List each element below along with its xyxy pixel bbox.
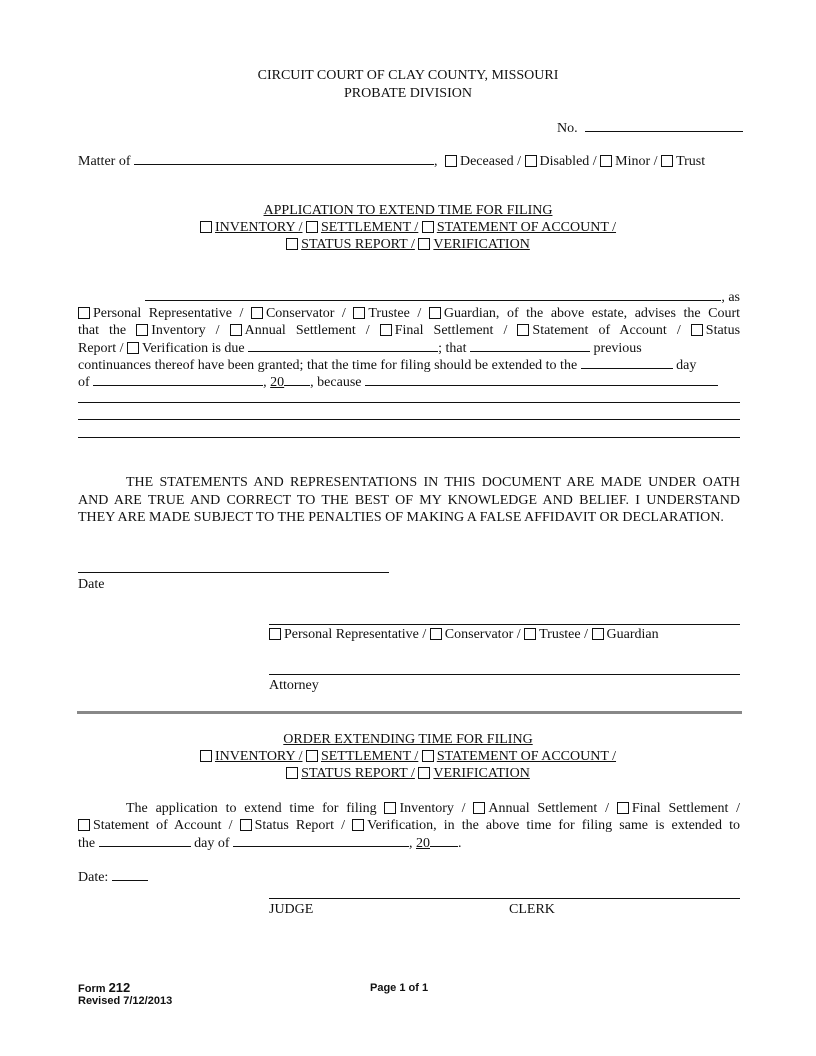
disabled-checkbox[interactable]: [525, 155, 537, 167]
order-settlement-checkbox[interactable]: [306, 750, 318, 762]
case-number-field[interactable]: [585, 119, 743, 132]
form-number: Form 212: [78, 980, 131, 995]
order-row-1: The application to extend time for filing Inventory / Annual Settlement / Final Settlement /: [126, 801, 741, 816]
order-statement-checkbox[interactable]: [422, 750, 434, 762]
reason-line-2[interactable]: [78, 419, 740, 420]
judge-signature-line[interactable]: [269, 898, 740, 899]
deceased-label: Deceased /: [459, 154, 522, 169]
item-inventory-checkbox[interactable]: [136, 324, 148, 336]
matter-name-field[interactable]: [134, 152, 434, 165]
due-row: Report / Verification is due ; that previous: [78, 341, 642, 356]
reason-line-3[interactable]: [78, 437, 740, 438]
page-number: Page 1 of 1: [370, 982, 429, 994]
division-title: PROBATE DIVISION: [344, 86, 472, 101]
order-year-field[interactable]: [430, 834, 458, 847]
signer-pr-checkbox[interactable]: [269, 628, 281, 640]
roles-row: Personal Representative / Conservator / Trustee / Guardian, of the above estate, advises the Court: [78, 305, 740, 322]
date-signature-line[interactable]: [78, 572, 389, 573]
signer-conservator-checkbox[interactable]: [430, 628, 442, 640]
app-inventory-checkbox[interactable]: [200, 221, 212, 233]
role-guardian-checkbox[interactable]: [429, 307, 441, 319]
section-divider: [77, 711, 742, 714]
item-statement-checkbox[interactable]: [517, 324, 529, 336]
matter-row: Matter of , Deceased / Disabled / Minor / Trust: [78, 154, 706, 169]
item-annual-checkbox[interactable]: [230, 324, 242, 336]
continuances-row: continuances thereof have been granted; that the time for filing should be extended to the day: [78, 358, 697, 373]
due-date-field[interactable]: [248, 339, 438, 352]
judge-label: JUDGE: [269, 902, 314, 917]
order-row-2: Statement of Account / Status Report / Verification, in the above time for filing same is extended to: [78, 817, 740, 834]
order-row-3: the day of , 20 .: [78, 836, 462, 851]
order-item-final-checkbox[interactable]: [617, 802, 629, 814]
app-status-report-checkbox[interactable]: [286, 238, 298, 250]
trust-label: Trust: [676, 154, 706, 169]
matter-label: Matter of: [78, 154, 131, 169]
order-inventory-checkbox[interactable]: [200, 750, 212, 762]
revised-date: Revised 7/12/2013: [78, 995, 173, 1007]
signer-trustee-checkbox[interactable]: [524, 628, 536, 640]
order-item-annual-checkbox[interactable]: [473, 802, 485, 814]
order-date-label: Date:: [78, 870, 109, 885]
role-trustee-checkbox[interactable]: [353, 307, 365, 319]
item-status-checkbox[interactable]: [691, 324, 703, 336]
extend-day-field[interactable]: [581, 356, 673, 369]
order-month-field[interactable]: [233, 834, 409, 847]
minor-checkbox[interactable]: [600, 155, 612, 167]
signer-roles: Personal Representative / Conservator / Trustee / Guardian: [269, 627, 659, 643]
order-title-row2: INVENTORY / SETTLEMENT / STATEMENT OF ACCOUNT /: [0, 749, 816, 765]
trust-checkbox[interactable]: [661, 155, 673, 167]
order-item-status-checkbox[interactable]: [240, 819, 252, 831]
date-label: Date: [78, 577, 105, 592]
order-date-field[interactable]: [112, 868, 148, 881]
reason-line-1[interactable]: [78, 402, 740, 403]
items-row: that the Inventory / Annual Settlement / Final Settlement / Statement of Account / Status: [78, 323, 741, 338]
extend-month-field[interactable]: [93, 373, 263, 386]
application-title-row3: STATUS REPORT / VERIFICATION: [0, 237, 816, 253]
case-number-row: [557, 119, 743, 137]
attorney-line[interactable]: [269, 674, 740, 675]
item-verification-checkbox[interactable]: [127, 342, 139, 354]
extend-year-field[interactable]: [284, 373, 310, 386]
court-title: CIRCUIT COURT OF CLAY COUNTY, MISSOURI: [257, 68, 559, 83]
app-settlement-checkbox[interactable]: [306, 221, 318, 233]
because-field[interactable]: [365, 373, 718, 386]
order-item-statement-checkbox[interactable]: [78, 819, 90, 831]
order-status-report-checkbox[interactable]: [286, 767, 298, 779]
order-day-field[interactable]: [99, 834, 191, 847]
attorney-label: Attorney: [269, 678, 319, 693]
continuances-field[interactable]: [470, 339, 590, 352]
app-statement-checkbox[interactable]: [422, 221, 434, 233]
order-item-inventory-checkbox[interactable]: [384, 802, 396, 814]
applicant-name-field[interactable]: [145, 288, 721, 301]
disabled-label: Disabled /: [539, 154, 597, 169]
application-title: APPLICATION TO EXTEND TIME FOR FILING: [263, 203, 553, 218]
minor-label: Minor /: [615, 154, 658, 169]
deceased-checkbox[interactable]: [445, 155, 457, 167]
order-title: ORDER EXTENDING TIME FOR FILING: [283, 732, 533, 747]
order-title-row3: STATUS REPORT / VERIFICATION: [0, 766, 816, 782]
because-row: of , 20 , because: [78, 373, 740, 391]
app-verification-checkbox[interactable]: [418, 238, 430, 250]
item-final-checkbox[interactable]: [380, 324, 392, 336]
oath-statement: THE STATEMENTS AND REPRESENTATIONS IN THIS DOCUMENT ARE MADE UNDER OATH AND ARE TRUE AND CORRECT TO THE BEST OF MY KNOWLEDGE AND BELIEF. I UNDERSTAND THEY ARE MADE SUBJECT TO THE PENALTIES OF MAKING A FALSE AFFIDAVIT OR DECLARATION.: [78, 475, 740, 525]
signer-guardian-checkbox[interactable]: [592, 628, 604, 640]
signer-line[interactable]: [269, 624, 740, 625]
case-number-label: No.: [557, 121, 578, 136]
role-pr-checkbox[interactable]: [78, 307, 90, 319]
order-verification-checkbox[interactable]: [418, 767, 430, 779]
applicant-row: , as: [78, 288, 740, 306]
order-item-verification-checkbox[interactable]: [352, 819, 364, 831]
clerk-label: CLERK: [509, 902, 555, 917]
order-date-row: [78, 868, 740, 886]
application-title-row2: INVENTORY / SETTLEMENT / STATEMENT OF ACCOUNT /: [0, 220, 816, 236]
role-conservator-checkbox[interactable]: [251, 307, 263, 319]
